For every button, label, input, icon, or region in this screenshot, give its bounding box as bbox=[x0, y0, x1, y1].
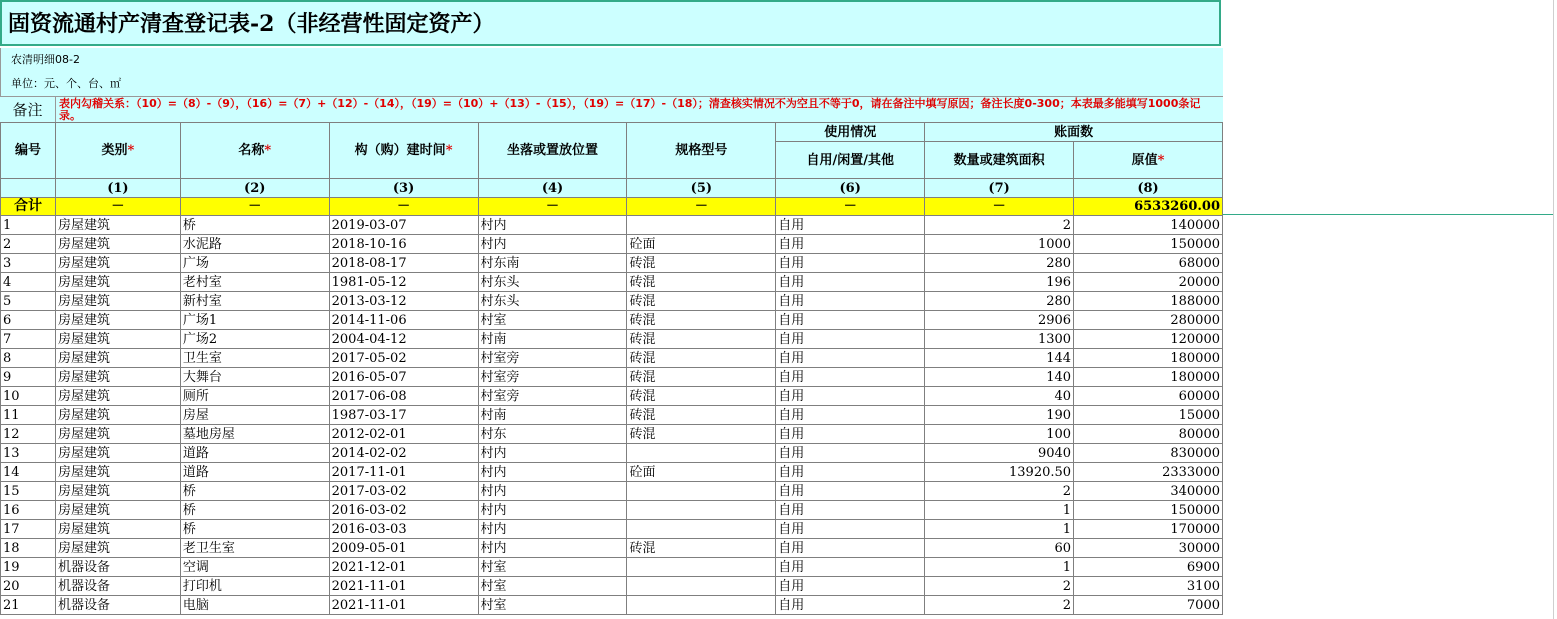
row-qty-cell[interactable]: 2 bbox=[925, 482, 1074, 501]
row-usage-cell[interactable]: 自用 bbox=[776, 501, 925, 520]
row-name-cell[interactable]: 厕所 bbox=[180, 387, 329, 406]
table-row bbox=[1, 501, 1223, 520]
row-location-cell[interactable]: 村室旁 bbox=[478, 368, 627, 387]
sum-dash[interactable]: － bbox=[478, 198, 627, 216]
row-date-cell[interactable]: 2017-11-01 bbox=[329, 463, 478, 482]
row-qty-cell[interactable]: 9040 bbox=[925, 444, 1074, 463]
row-category-cell[interactable]: 房屋建筑 bbox=[55, 273, 180, 292]
row-date-cell[interactable]: 2018-08-17 bbox=[329, 254, 478, 273]
table-row bbox=[1, 330, 1223, 349]
row-name-cell[interactable]: 老村室 bbox=[180, 273, 329, 292]
header-category-label: 类别 bbox=[101, 143, 128, 158]
row-date-cell[interactable]: 2013-03-12 bbox=[329, 292, 478, 311]
row-spec-cell[interactable]: 砖混 bbox=[627, 387, 776, 406]
row-name-cell[interactable]: 卫生室 bbox=[180, 349, 329, 368]
sum-dash[interactable]: － bbox=[776, 198, 925, 216]
row-qty-cell[interactable]: 60 bbox=[925, 539, 1074, 558]
row-location-cell[interactable]: 村内 bbox=[478, 463, 627, 482]
row-no-cell[interactable]: 21 bbox=[1, 596, 56, 615]
row-no-cell[interactable]: 14 bbox=[1, 463, 56, 482]
row-qty-cell[interactable]: 2 bbox=[925, 216, 1074, 235]
row-spec-cell[interactable] bbox=[627, 482, 776, 501]
note-label[interactable]: 备注 bbox=[0, 97, 56, 122]
row-location-cell[interactable]: 村东南 bbox=[478, 254, 627, 273]
row-usage-cell[interactable]: 自用 bbox=[776, 406, 925, 425]
row-orig-cell[interactable]: 68000 bbox=[1074, 254, 1223, 273]
row-location-cell[interactable]: 村南 bbox=[478, 406, 627, 425]
row-spec-cell[interactable]: 砖混 bbox=[627, 406, 776, 425]
row-qty-cell[interactable]: 190 bbox=[925, 406, 1074, 425]
row-orig-cell[interactable]: 2333000 bbox=[1074, 463, 1223, 482]
row-qty-cell[interactable]: 140 bbox=[925, 368, 1074, 387]
row-category-cell[interactable]: 房屋建筑 bbox=[55, 482, 180, 501]
sum-dash[interactable]: － bbox=[329, 198, 478, 216]
row-no-cell[interactable]: 8 bbox=[1, 349, 56, 368]
row-orig-cell[interactable]: 188000 bbox=[1074, 292, 1223, 311]
table-row bbox=[1, 482, 1223, 501]
table-row bbox=[1, 216, 1223, 235]
table-row bbox=[1, 425, 1223, 444]
row-name-cell[interactable]: 广场1 bbox=[180, 311, 329, 330]
row-orig-cell[interactable]: 20000 bbox=[1074, 273, 1223, 292]
row-no-cell[interactable]: 6 bbox=[1, 311, 56, 330]
row-orig-cell[interactable]: 280000 bbox=[1074, 311, 1223, 330]
header-orig-label: 原值 bbox=[1131, 152, 1158, 168]
row-date-cell[interactable]: 1981-05-12 bbox=[329, 273, 478, 292]
row-location-cell[interactable]: 村室旁 bbox=[478, 387, 627, 406]
header-orig[interactable] bbox=[1074, 142, 1223, 179]
row-qty-cell[interactable]: 144 bbox=[925, 349, 1074, 368]
header-name-label: 名称 bbox=[238, 143, 265, 158]
header-no[interactable]: 编号 bbox=[1, 123, 56, 179]
row-usage-cell[interactable]: 自用 bbox=[776, 387, 925, 406]
row-date-cell[interactable]: 2017-06-08 bbox=[329, 387, 478, 406]
row-date-cell[interactable]: 2014-11-06 bbox=[329, 311, 478, 330]
header-location[interactable]: 坐落或置放位置 bbox=[478, 123, 627, 179]
row-no-cell[interactable]: 3 bbox=[1, 254, 56, 273]
row-orig-cell[interactable]: 15000 bbox=[1074, 406, 1223, 425]
row-orig-cell[interactable]: 120000 bbox=[1074, 330, 1223, 349]
form-code[interactable]: 农清明细08-2 bbox=[0, 48, 1223, 72]
row-name-cell[interactable]: 广场2 bbox=[180, 330, 329, 349]
row-category-cell[interactable]: 房屋建筑 bbox=[55, 216, 180, 235]
row-name-cell[interactable]: 新村室 bbox=[180, 292, 329, 311]
table-row bbox=[1, 577, 1223, 596]
header-name[interactable] bbox=[180, 123, 329, 179]
row-orig-cell[interactable]: 60000 bbox=[1074, 387, 1223, 406]
row-no-cell[interactable]: 7 bbox=[1, 330, 56, 349]
index-cell[interactable]: (3) bbox=[329, 179, 478, 198]
row-category-cell[interactable]: 房屋建筑 bbox=[55, 235, 180, 254]
row-no-cell[interactable]: 16 bbox=[1, 501, 56, 520]
row-usage-cell[interactable]: 自用 bbox=[776, 539, 925, 558]
row-orig-cell[interactable]: 80000 bbox=[1074, 425, 1223, 444]
row-spec-cell[interactable] bbox=[627, 596, 776, 615]
row-qty-cell[interactable]: 196 bbox=[925, 273, 1074, 292]
table-row bbox=[1, 520, 1223, 539]
row-no-cell[interactable]: 20 bbox=[1, 577, 56, 596]
row-name-cell[interactable]: 桥 bbox=[180, 216, 329, 235]
row-qty-cell[interactable]: 1 bbox=[925, 520, 1074, 539]
index-cell[interactable]: (5) bbox=[627, 179, 776, 198]
row-date-cell[interactable]: 2016-03-03 bbox=[329, 520, 478, 539]
row-spec-cell[interactable]: 砖混 bbox=[627, 254, 776, 273]
row-location-cell[interactable]: 村内 bbox=[478, 235, 627, 254]
row-usage-cell[interactable]: 自用 bbox=[776, 254, 925, 273]
row-usage-cell[interactable]: 自用 bbox=[776, 216, 925, 235]
row-usage-cell[interactable]: 自用 bbox=[776, 330, 925, 349]
row-no-cell[interactable]: 19 bbox=[1, 558, 56, 577]
row-orig-cell[interactable]: 180000 bbox=[1074, 349, 1223, 368]
grid-extension-line bbox=[1223, 214, 1553, 215]
row-orig-cell[interactable]: 140000 bbox=[1074, 216, 1223, 235]
sheet-title[interactable]: 固资流通村产清查登记表-2（非经营性固定资产） bbox=[0, 0, 1221, 46]
table-row bbox=[1, 368, 1223, 387]
row-spec-cell[interactable]: 砖混 bbox=[627, 273, 776, 292]
row-no-cell[interactable]: 1 bbox=[1, 216, 56, 235]
row-usage-cell[interactable]: 自用 bbox=[776, 349, 925, 368]
header-build-time-label: 构（购）建时间 bbox=[354, 143, 446, 158]
row-usage-cell[interactable]: 自用 bbox=[776, 273, 925, 292]
row-date-cell[interactable]: 2004-04-12 bbox=[329, 330, 478, 349]
row-usage-cell[interactable]: 自用 bbox=[776, 235, 925, 254]
table-row bbox=[1, 463, 1223, 482]
row-date-cell[interactable]: 2016-03-02 bbox=[329, 501, 478, 520]
index-cell[interactable]: (7) bbox=[925, 179, 1074, 198]
row-category-cell[interactable]: 机器设备 bbox=[55, 558, 180, 577]
index-cell[interactable]: (6) bbox=[776, 179, 925, 198]
table-row bbox=[1, 254, 1223, 273]
row-location-cell[interactable]: 村室 bbox=[478, 577, 627, 596]
sum-dash[interactable]: － bbox=[627, 198, 776, 216]
row-orig-cell[interactable]: 3100 bbox=[1074, 577, 1223, 596]
row-no-cell[interactable]: 13 bbox=[1, 444, 56, 463]
header-build-time[interactable] bbox=[329, 123, 478, 179]
row-spec-cell[interactable]: 砖混 bbox=[627, 311, 776, 330]
row-orig-cell[interactable]: 340000 bbox=[1074, 482, 1223, 501]
row-qty-cell[interactable]: 1000 bbox=[925, 235, 1074, 254]
row-spec-cell[interactable] bbox=[627, 444, 776, 463]
sum-total[interactable]: 6533260.00 bbox=[1074, 198, 1223, 216]
row-category-cell[interactable]: 房屋建筑 bbox=[55, 406, 180, 425]
required-star: * bbox=[445, 143, 453, 158]
row-date-cell[interactable]: 2009-05-01 bbox=[329, 539, 478, 558]
row-date-cell[interactable]: 1987-03-17 bbox=[329, 406, 478, 425]
header-qty[interactable]: 数量或建筑面积 bbox=[925, 142, 1074, 179]
row-category-cell[interactable]: 房屋建筑 bbox=[55, 444, 180, 463]
row-location-cell[interactable]: 村内 bbox=[478, 482, 627, 501]
row-location-cell[interactable]: 村室旁 bbox=[478, 349, 627, 368]
sum-label[interactable]: 合计 bbox=[1, 198, 56, 216]
row-spec-cell[interactable]: 砖混 bbox=[627, 292, 776, 311]
row-name-cell[interactable]: 桥 bbox=[180, 501, 329, 520]
row-spec-cell[interactable]: 砼面 bbox=[627, 463, 776, 482]
row-category-cell[interactable]: 房屋建筑 bbox=[55, 292, 180, 311]
row-category-cell[interactable]: 房屋建筑 bbox=[55, 349, 180, 368]
row-no-cell[interactable]: 9 bbox=[1, 368, 56, 387]
sum-dash[interactable]: － bbox=[180, 198, 329, 216]
row-category-cell[interactable]: 房屋建筑 bbox=[55, 501, 180, 520]
row-name-cell[interactable]: 房屋 bbox=[180, 406, 329, 425]
table-row bbox=[1, 387, 1223, 406]
table-row bbox=[1, 444, 1223, 463]
row-spec-cell[interactable] bbox=[627, 558, 776, 577]
row-spec-cell[interactable]: 砖混 bbox=[627, 425, 776, 444]
row-qty-cell[interactable]: 280 bbox=[925, 254, 1074, 273]
table-row bbox=[1, 235, 1223, 254]
row-orig-cell[interactable]: 170000 bbox=[1074, 520, 1223, 539]
row-qty-cell[interactable]: 2 bbox=[925, 577, 1074, 596]
row-usage-cell[interactable]: 自用 bbox=[776, 520, 925, 539]
row-spec-cell[interactable]: 砖混 bbox=[627, 330, 776, 349]
row-name-cell[interactable]: 墓地房屋 bbox=[180, 425, 329, 444]
header-usage[interactable]: 自用/闲置/其他 bbox=[776, 142, 925, 179]
row-qty-cell[interactable]: 2 bbox=[925, 596, 1074, 615]
row-category-cell[interactable]: 房屋建筑 bbox=[55, 425, 180, 444]
sum-dash[interactable]: － bbox=[925, 198, 1074, 216]
row-category-cell[interactable]: 房屋建筑 bbox=[55, 539, 180, 558]
required-star: * bbox=[264, 143, 272, 158]
window-edge bbox=[1553, 0, 1554, 619]
row-qty-cell[interactable]: 1 bbox=[925, 558, 1074, 577]
row-name-cell[interactable]: 桥 bbox=[180, 482, 329, 501]
unit-label[interactable]: 单位：元、个、台、㎡ bbox=[0, 72, 1223, 96]
row-category-cell[interactable]: 房屋建筑 bbox=[55, 387, 180, 406]
row-location-cell[interactable]: 村内 bbox=[478, 444, 627, 463]
row-qty-cell[interactable]: 40 bbox=[925, 387, 1074, 406]
table-row bbox=[1, 349, 1223, 368]
row-orig-cell[interactable]: 150000 bbox=[1074, 501, 1223, 520]
header-category[interactable] bbox=[55, 123, 180, 179]
row-name-cell[interactable]: 老卫生室 bbox=[180, 539, 329, 558]
row-category-cell[interactable]: 房屋建筑 bbox=[55, 463, 180, 482]
row-location-cell[interactable]: 村内 bbox=[478, 539, 627, 558]
row-location-cell[interactable]: 村东头 bbox=[478, 273, 627, 292]
row-orig-cell[interactable]: 180000 bbox=[1074, 368, 1223, 387]
row-name-cell[interactable]: 桥 bbox=[180, 520, 329, 539]
row-usage-cell[interactable]: 自用 bbox=[776, 368, 925, 387]
header-book-group[interactable]: 账面数 bbox=[925, 123, 1223, 142]
row-orig-cell[interactable]: 830000 bbox=[1074, 444, 1223, 463]
row-location-cell[interactable]: 村室 bbox=[478, 558, 627, 577]
row-location-cell[interactable]: 村室 bbox=[478, 311, 627, 330]
row-name-cell[interactable]: 水泥路 bbox=[180, 235, 329, 254]
row-category-cell[interactable]: 房屋建筑 bbox=[55, 330, 180, 349]
row-category-cell[interactable]: 房屋建筑 bbox=[55, 311, 180, 330]
row-usage-cell[interactable]: 自用 bbox=[776, 292, 925, 311]
row-spec-cell[interactable] bbox=[627, 520, 776, 539]
row-spec-cell[interactable] bbox=[627, 577, 776, 596]
row-name-cell[interactable]: 道路 bbox=[180, 463, 329, 482]
row-category-cell[interactable]: 机器设备 bbox=[55, 596, 180, 615]
row-date-cell[interactable]: 2014-02-02 bbox=[329, 444, 478, 463]
table-row bbox=[1, 273, 1223, 292]
required-star: * bbox=[1157, 152, 1165, 168]
row-qty-cell[interactable]: 13920.50 bbox=[925, 463, 1074, 482]
row-name-cell[interactable]: 电脑 bbox=[180, 596, 329, 615]
row-date-cell[interactable]: 2019-03-07 bbox=[329, 216, 478, 235]
required-star: * bbox=[127, 143, 135, 158]
row-location-cell[interactable]: 村内 bbox=[478, 216, 627, 235]
index-cell[interactable]: (4) bbox=[478, 179, 627, 198]
index-cell[interactable]: (2) bbox=[180, 179, 329, 198]
row-location-cell[interactable]: 村室 bbox=[478, 596, 627, 615]
table-row bbox=[1, 292, 1223, 311]
table-row bbox=[1, 539, 1223, 558]
row-name-cell[interactable]: 道路 bbox=[180, 444, 329, 463]
row-no-cell[interactable]: 17 bbox=[1, 520, 56, 539]
row-date-cell[interactable]: 2021-12-01 bbox=[329, 558, 478, 577]
row-date-cell[interactable]: 2021-11-01 bbox=[329, 577, 478, 596]
index-cell[interactable]: (1) bbox=[55, 179, 180, 198]
header-spec[interactable]: 规格型号 bbox=[627, 123, 776, 179]
row-category-cell[interactable]: 房屋建筑 bbox=[55, 254, 180, 273]
sum-dash[interactable]: － bbox=[55, 198, 180, 216]
row-date-cell[interactable]: 2017-05-02 bbox=[329, 349, 478, 368]
index-cell[interactable]: (8) bbox=[1074, 179, 1223, 198]
row-date-cell[interactable]: 2016-05-07 bbox=[329, 368, 478, 387]
row-name-cell[interactable]: 打印机 bbox=[180, 577, 329, 596]
row-spec-cell[interactable]: 砼面 bbox=[627, 235, 776, 254]
row-category-cell[interactable]: 机器设备 bbox=[55, 577, 180, 596]
index-cell-blank[interactable] bbox=[1, 179, 56, 198]
row-no-cell[interactable]: 10 bbox=[1, 387, 56, 406]
table-row bbox=[1, 311, 1223, 330]
row-category-cell[interactable]: 房屋建筑 bbox=[55, 368, 180, 387]
row-spec-cell[interactable]: 砖混 bbox=[627, 368, 776, 387]
row-category-cell[interactable]: 房屋建筑 bbox=[55, 520, 180, 539]
row-date-cell[interactable]: 2012-02-01 bbox=[329, 425, 478, 444]
row-no-cell[interactable]: 15 bbox=[1, 482, 56, 501]
row-usage-cell[interactable]: 自用 bbox=[776, 558, 925, 577]
row-date-cell[interactable]: 2018-10-16 bbox=[329, 235, 478, 254]
row-name-cell[interactable]: 广场 bbox=[180, 254, 329, 273]
row-location-cell[interactable]: 村东 bbox=[478, 425, 627, 444]
row-usage-cell[interactable]: 自用 bbox=[776, 444, 925, 463]
row-orig-cell[interactable]: 30000 bbox=[1074, 539, 1223, 558]
note-row bbox=[0, 96, 1223, 122]
row-location-cell[interactable]: 村东头 bbox=[478, 292, 627, 311]
row-spec-cell[interactable] bbox=[627, 216, 776, 235]
row-qty-cell[interactable]: 100 bbox=[925, 425, 1074, 444]
row-location-cell[interactable]: 村内 bbox=[478, 520, 627, 539]
row-location-cell[interactable]: 村南 bbox=[478, 330, 627, 349]
row-orig-cell[interactable]: 150000 bbox=[1074, 235, 1223, 254]
row-usage-cell[interactable]: 自用 bbox=[776, 596, 925, 615]
row-no-cell[interactable]: 2 bbox=[1, 235, 56, 254]
row-orig-cell[interactable]: 7000 bbox=[1074, 596, 1223, 615]
row-name-cell[interactable]: 大舞台 bbox=[180, 368, 329, 387]
row-spec-cell[interactable] bbox=[627, 501, 776, 520]
table-row bbox=[1, 406, 1223, 425]
row-usage-cell[interactable]: 自用 bbox=[776, 311, 925, 330]
row-spec-cell[interactable]: 砖混 bbox=[627, 539, 776, 558]
header-usage-group[interactable]: 使用情况 bbox=[776, 123, 925, 142]
table-row bbox=[1, 558, 1223, 577]
row-qty-cell[interactable]: 2906 bbox=[925, 311, 1074, 330]
row-location-cell[interactable]: 村内 bbox=[478, 501, 627, 520]
asset-table bbox=[0, 122, 1223, 615]
row-orig-cell[interactable]: 6900 bbox=[1074, 558, 1223, 577]
row-spec-cell[interactable]: 砖混 bbox=[627, 349, 776, 368]
row-usage-cell[interactable]: 自用 bbox=[776, 482, 925, 501]
row-no-cell[interactable]: 11 bbox=[1, 406, 56, 425]
row-no-cell[interactable]: 12 bbox=[1, 425, 56, 444]
row-no-cell[interactable]: 4 bbox=[1, 273, 56, 292]
row-date-cell[interactable]: 2017-03-02 bbox=[329, 482, 478, 501]
row-usage-cell[interactable]: 自用 bbox=[776, 463, 925, 482]
row-usage-cell[interactable]: 自用 bbox=[776, 425, 925, 444]
row-qty-cell[interactable]: 280 bbox=[925, 292, 1074, 311]
note-text[interactable]: 表内勾稽关系：（10）=（8）-（9），（16）=（7）+（12）-（14），（19）=（10）+（13）-（15），（19）=（17）-（18）；清查核实情况不为空且不等于0，请在备注中填写原因；备注长度0-300；本表最多能填写1000条记录。 bbox=[59, 97, 1201, 122]
row-qty-cell[interactable]: 1300 bbox=[925, 330, 1074, 349]
row-name-cell[interactable]: 空调 bbox=[180, 558, 329, 577]
row-usage-cell[interactable]: 自用 bbox=[776, 577, 925, 596]
row-date-cell[interactable]: 2021-11-01 bbox=[329, 596, 478, 615]
row-no-cell[interactable]: 5 bbox=[1, 292, 56, 311]
table-row bbox=[1, 596, 1223, 615]
row-no-cell[interactable]: 18 bbox=[1, 539, 56, 558]
row-qty-cell[interactable]: 1 bbox=[925, 501, 1074, 520]
